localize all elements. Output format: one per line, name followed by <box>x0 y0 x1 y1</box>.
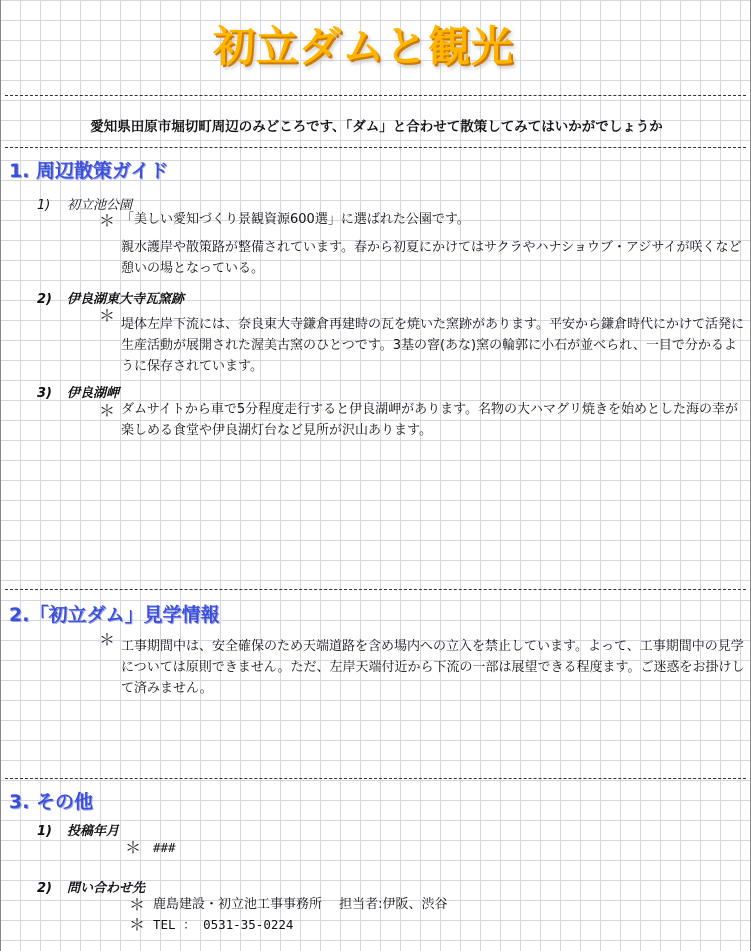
section1-heading: 1. 周辺散策ガイド <box>9 160 169 182</box>
item1-number: 1) <box>37 198 51 213</box>
divider <box>5 95 746 96</box>
bullet-star: ＊ <box>99 211 116 230</box>
section3-heading: 3. その他 <box>9 791 94 813</box>
bullet-star: ＊ <box>99 306 116 325</box>
item3-text: ダムサイトから車で5分程度走行すると伊良湖岬があります。名物の大ハマグリ焼きを始めとした海の幸が楽しめる食堂や伊良湖灯台など見所が沢山あります。 <box>121 402 739 438</box>
item1-heading <box>37 194 132 213</box>
item1-line1: 「美しい愛知づくり景観資源600選」に選ばれた公園です。 <box>121 212 470 227</box>
item3-heading <box>37 382 119 401</box>
item2-heading <box>37 288 184 307</box>
contact-number: 2) <box>37 881 52 896</box>
item2-title: 伊良湖東大寺瓦窯跡 <box>67 292 185 307</box>
divider <box>5 589 746 590</box>
contact-title: 問い合わせ先 <box>67 881 146 896</box>
post-date-value: ### <box>153 840 176 855</box>
item1-title: 初立池公園 <box>67 198 133 213</box>
divider <box>5 147 746 148</box>
contact-phone: TEL ： 0531-35-0224 <box>153 917 294 932</box>
page-title: 初立ダムと観光 <box>212 22 514 71</box>
item2-number: 2) <box>37 292 52 307</box>
bullet-star: ＊ <box>99 401 116 420</box>
contact-heading <box>37 877 145 896</box>
item3-number: 3) <box>37 386 52 401</box>
section2-text: 工事期間中は、安全確保のため天端道路を含め場内への立入を禁止しています。よって、工事期間中の見学については原則できません。ただ、左岸天端付近から下流の一部は展望できる程度ます。ご迷惑をお掛けして済みません。 <box>121 639 745 696</box>
post-date-number: 1) <box>37 824 52 839</box>
bullet-star: ＊ <box>125 838 142 857</box>
post-date-heading <box>37 820 119 839</box>
bullet-star: ＊ <box>99 630 116 649</box>
item3-title: 伊良湖岬 <box>67 386 120 401</box>
divider <box>5 778 746 779</box>
bullet-star: ＊ <box>129 895 146 914</box>
post-date-title: 投稿年月 <box>67 824 120 839</box>
contact-office: 鹿島建設・初立池工事事務所 担当者:伊阪、渋谷 <box>153 897 448 912</box>
bullet-star: ＊ <box>129 915 146 934</box>
intro-text: 愛知県田原市堀切町周辺のみどころです、「ダム」と合わせて散策してみてはいかがでしょうか <box>90 119 663 135</box>
item2-text: 堤体左岸下流には、奈良東大寺鎌倉再建時の瓦を焼いた窯跡があります。平安から鎌倉時代にかけて活発に生産活動が展開された渥美古窯のひとつです。3基の窨(あな)窯の輪郭に小石が並べられ、一目で分かるように保存されています。 <box>121 317 744 374</box>
section2-heading: 2.「初立ダム」見学情報 <box>9 604 220 626</box>
item1-line2: 親水護岸や散策路が整備されています。春から初夏にかけてはサクラやハナショウブ・アジサイが咲くなど憩いの場となっている。 <box>121 240 742 276</box>
